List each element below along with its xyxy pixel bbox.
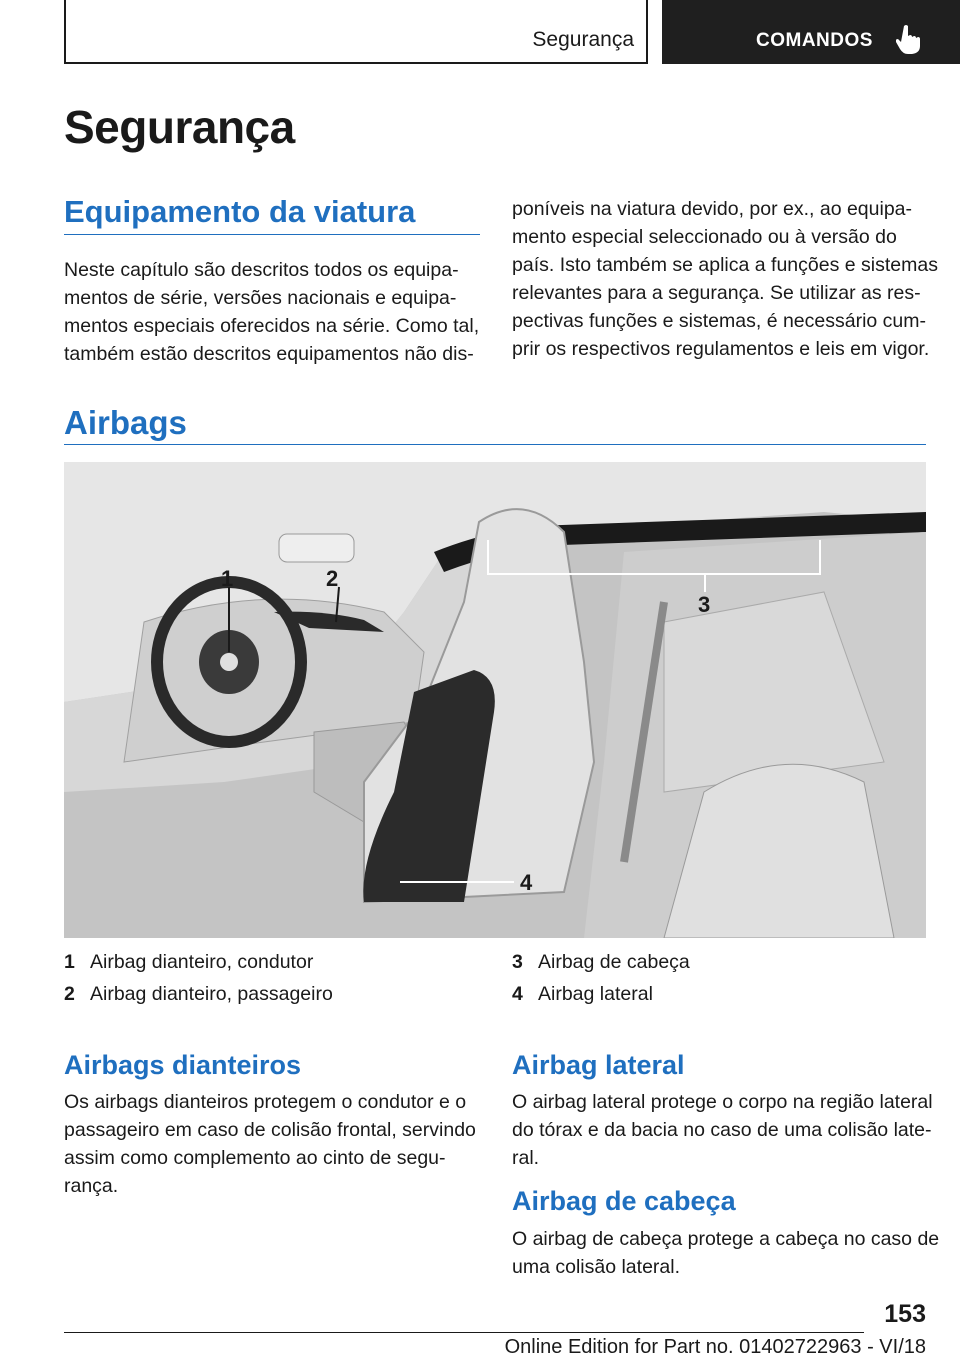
subsection-title-front-airbags: Airbags dianteiros [64, 1050, 302, 1080]
header-section-box [64, 0, 648, 64]
header-chapter-tab [662, 0, 960, 64]
header-chapter-title: COMANDOS [756, 30, 873, 51]
airbags-legend-left [64, 946, 484, 1010]
page-number: 153 [884, 1300, 926, 1328]
page-title: Segurança [64, 101, 295, 153]
footer-rule [64, 1332, 864, 1333]
callout-1: 1 [221, 566, 234, 591]
front-airbags-text: Os airbags dianteiros protegem o condutor e o passageiro em caso de colisão frontal, servindo assim como complemento ao cinto de segu- rança. [64, 1091, 476, 1197]
legend-label: Airbag lateral [538, 983, 653, 1005]
section-rule [64, 444, 926, 445]
subsection-title-side-airbag: Airbag lateral [512, 1050, 685, 1080]
section-rule [64, 234, 480, 235]
vehicle-equipment-text-col2: poníveis na viatura devido, por ex., ao equipa- mento especial seleccionado ou à versão do país. Isto também se aplica a funções e sistemas relevantes para a segurança. Se utilizar as res- pectivas funções e sistemas, é necessário cum- prir os respectivos regulamentos e leis em vigor. [512, 198, 938, 360]
header-section-title: Segurança [532, 28, 634, 51]
legend-item [64, 978, 484, 1010]
legend-number: 3 [512, 951, 523, 973]
airbags-illustration [64, 462, 926, 938]
callout-2: 2 [326, 566, 339, 591]
legend-label: Airbag dianteiro, condutor [90, 951, 314, 973]
legend-number: 4 [512, 983, 523, 1005]
footer-edition: Online Edition for Part no. 01402722963 - VI/18 [504, 1336, 926, 1358]
callout-3: 3 [698, 592, 711, 617]
legend-item [64, 946, 484, 978]
head-airbag-text: O airbag de cabeça protege a cabeça no caso de uma colisão lateral. [512, 1228, 940, 1278]
section-title-vehicle-equipment: Equipamento da viatura [64, 194, 416, 229]
vehicle-equipment-text-col1: Neste capítulo são descritos todos os equipa- mentos de série, versões nacionais e equipa- mentos especiais oferecidos na série. Como tal, também estão descritos equipamentos não dis- [64, 259, 480, 365]
legend-item [512, 946, 932, 978]
subsection-title-head-airbag: Airbag de cabeça [512, 1186, 736, 1216]
legend-label: Airbag dianteiro, passageiro [90, 983, 333, 1005]
legend-label: Airbag de cabeça [538, 951, 690, 973]
legend-number: 1 [64, 951, 75, 973]
hand-pointer-icon [896, 24, 922, 54]
legend-number: 2 [64, 983, 75, 1005]
callout-4: 4 [520, 870, 533, 895]
legend-item [512, 978, 932, 1010]
section-title-airbags: Airbags [64, 404, 187, 441]
side-airbag-text: O airbag lateral protege o corpo na região lateral do tórax e da bacia no caso de uma colisão late- ral. [512, 1091, 933, 1169]
airbags-legend-right [512, 946, 932, 1010]
